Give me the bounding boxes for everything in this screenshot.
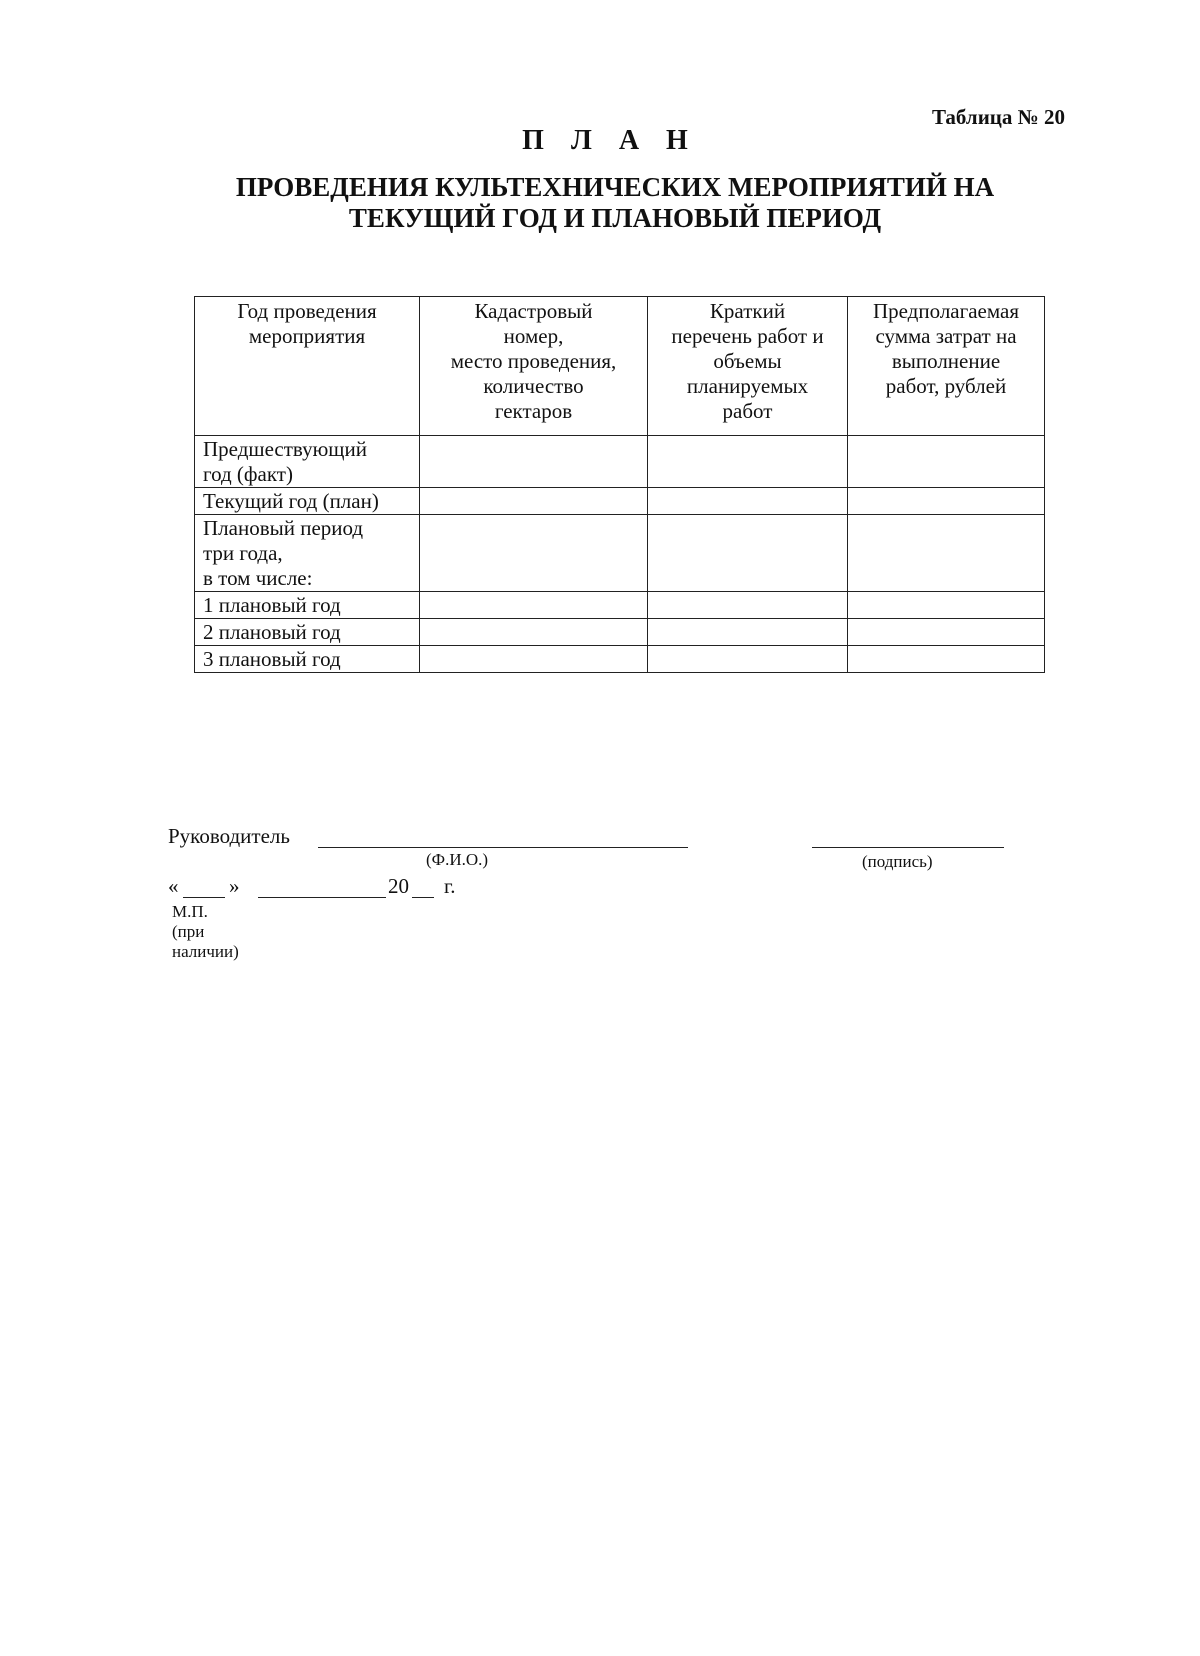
table-cell[interactable] xyxy=(848,488,1045,515)
table-cell[interactable] xyxy=(848,646,1045,673)
table-row xyxy=(195,488,1045,515)
signature-caption: (подпись) xyxy=(862,852,933,871)
row-label: 3 плановый год xyxy=(195,646,420,673)
signature-line[interactable] xyxy=(812,826,1004,848)
row-label: 1 плановый год xyxy=(195,592,420,619)
header-cell-works: Краткий перечень работ и объемы планируемых работ xyxy=(648,297,848,436)
table-cell[interactable] xyxy=(648,515,848,592)
date-month-line[interactable] xyxy=(258,876,386,898)
date-open-quote: « xyxy=(168,874,179,898)
table-cell[interactable] xyxy=(420,646,648,673)
table-header-row xyxy=(195,297,1045,436)
head-label: Руководитель xyxy=(168,824,290,848)
table-cell[interactable] xyxy=(420,436,648,488)
year-suffix: г. xyxy=(444,874,456,898)
year-prefix: 20 xyxy=(388,874,409,898)
row-label: Текущий год (план) xyxy=(195,488,420,515)
table-cell[interactable] xyxy=(420,592,648,619)
year-line[interactable] xyxy=(412,876,434,898)
row-label: Предшествующий год (факт) xyxy=(195,436,420,488)
table-row xyxy=(195,436,1045,488)
fio-line[interactable] xyxy=(318,826,688,848)
header-cell-year: Год проведения мероприятия xyxy=(195,297,420,436)
table-cell[interactable] xyxy=(648,646,848,673)
table-number: Таблица № 20 xyxy=(931,105,1065,129)
document-subtitle xyxy=(150,172,1080,234)
table-row xyxy=(195,515,1045,592)
table-cell[interactable] xyxy=(420,515,648,592)
date-day-line[interactable] xyxy=(183,876,225,898)
subtitle-line-1: ПРОВЕДЕНИЯ КУЛЬТЕХНИЧЕСКИХ МЕРОПРИЯТИЙ НА xyxy=(235,172,995,202)
date-close-quote: » xyxy=(229,874,240,898)
stamp-note: М.П. (при наличии) xyxy=(172,902,239,961)
document-title: П Л А Н xyxy=(522,125,698,156)
table-cell[interactable] xyxy=(648,488,848,515)
table-cell[interactable] xyxy=(848,619,1045,646)
table-cell[interactable] xyxy=(648,436,848,488)
subtitle-line-2: ТЕКУЩИЙ ГОД И ПЛАНОВЫЙ ПЕРИОД xyxy=(348,203,882,233)
plan-table xyxy=(194,296,1045,673)
table-row xyxy=(195,592,1045,619)
table-row xyxy=(195,619,1045,646)
header-cell-cost: Предполагаемая сумма затрат на выполнение работ, рублей xyxy=(848,297,1045,436)
table-cell[interactable] xyxy=(648,592,848,619)
table-cell[interactable] xyxy=(848,436,1045,488)
table-cell[interactable] xyxy=(648,619,848,646)
header-cell-cadastral: Кадастровый номер, место проведения, количество гектаров xyxy=(420,297,648,436)
fio-caption: (Ф.И.О.) xyxy=(426,850,489,869)
row-label: 2 плановый год xyxy=(195,619,420,646)
table-row xyxy=(195,646,1045,673)
table-cell[interactable] xyxy=(848,515,1045,592)
row-label: Плановый период три года, в том числе: xyxy=(195,515,420,592)
table-cell[interactable] xyxy=(420,619,648,646)
table-cell[interactable] xyxy=(848,592,1045,619)
table-cell[interactable] xyxy=(420,488,648,515)
